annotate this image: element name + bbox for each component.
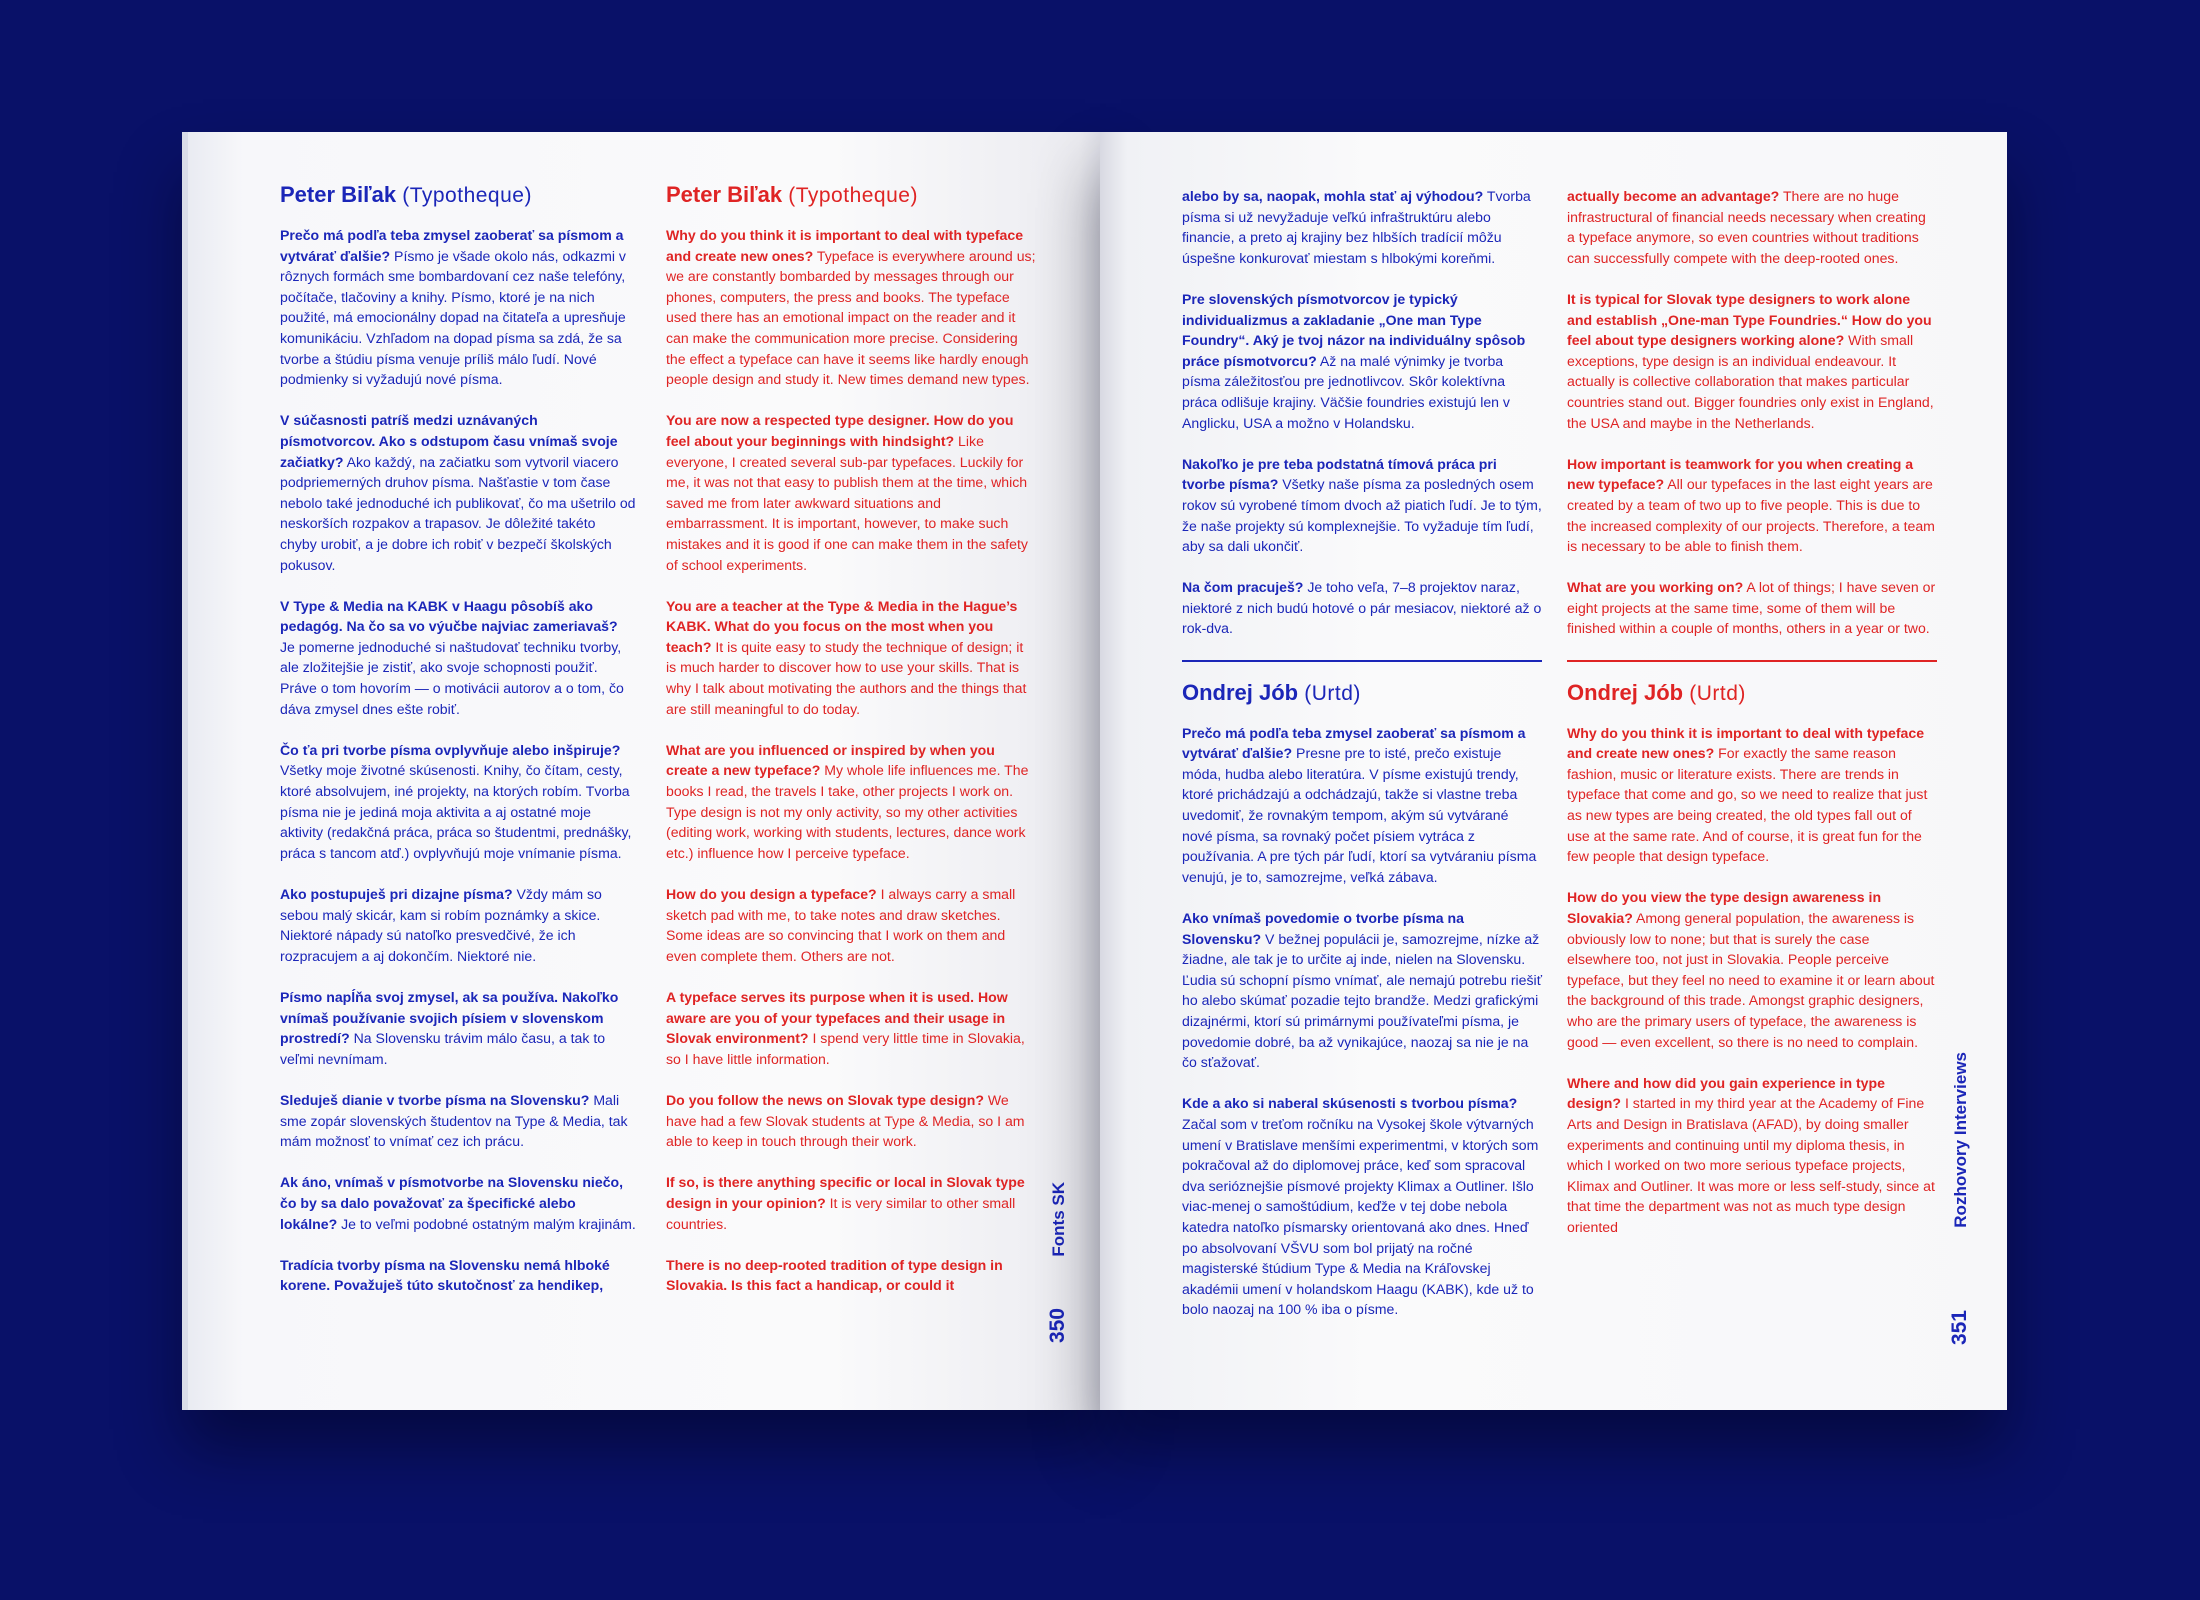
qa-paragraph [1567,723,1937,867]
answer-text: All our typefaces in the last eight years are created by a team of two up to five people. This is due to the increased complexity of our projects. Therefore, a team is necessary to be able to finish them. [1567,476,1935,555]
qa-paragraph [666,1255,1036,1296]
question-text: alebo by sa, naopak, mohla stať aj výhodou? [1182,188,1484,204]
qa-paragraph [1567,1073,1937,1238]
question-text: Why do you think it is important to deal with typeface and create new ones? [666,227,1024,264]
answer-text: Ako každý, na začiatku som vytvoril viacero podpriemerných druhov písma. Našťastie v tom čase nebolo také jednoduché ich publikovať, čo ma ušetrilo od neskorších rozpakov a trapasov. Je dôležité takéto chyby urobiť, a je dobre ich robiť v bezpečí školských pokusov. [280,453,636,573]
answer-text: Presne pre to isté, prečo existuje móda, hudba alebo literatúra. V písme existujú trendy, ktoré prichádzajú a odchádzajú, takže si vlastne treba uvedomiť, že rovnakým tempom, akým sú vytvárané nové písma, sa rovnaký počet písiem vytráca z používania. A pre tých pár ľudí, ktorí sa vytváraniu písma venujú, je to, samozrejme, veľká zábava. [1182,745,1537,885]
qa-list [1182,723,1542,1320]
answer-text: Všetky moje životné skúsenosti. Knihy, čo čítam, cesty, ktoré absolvujem, iné projekty, na ktorých robím. Tvorba písma nie je jediná moja aktivita a aj ostatné moje aktivity (redakčná práca, práca so študentmi, prednášky, práca s tancom atď.) ovplyvňujú moje vnímanie písma. [280,762,632,861]
answer-text: I spend very little time in Slovakia, so I have little information. [666,1030,1025,1067]
left-page [182,132,1106,1410]
left-page-slovak-column [280,180,636,1316]
question-text: V Type & Media na KABK v Haagu pôsobíš ako pedagóg. Na čo sa vo výučbe najviac zameriavaš? [280,597,618,635]
interviewee-agency: (Typotheque) [402,184,532,207]
answer-text: Je to veľmi podobné ostatným malým krajinám. [341,1215,636,1232]
qa-paragraph [1182,577,1542,639]
qa-paragraph [1182,1093,1542,1320]
qa-list [1567,186,1937,639]
running-label: Fonts SK [1049,1182,1068,1257]
right-page [1100,132,2007,1410]
answer-text: I always carry a small sketch pad with me, to take notes and draw sketches. Some ideas are so convincing that I work on them and even complete them. Others are not. [666,886,1016,964]
section-divider [1182,660,1542,662]
question-text: How important is teamwork for you when creating a new typeface? [1567,455,1914,493]
qa-paragraph [666,596,1036,720]
question-text: Prečo má podľa teba zmysel zaoberať sa písmom a vytvárať ďalšie? [1182,724,1526,762]
qa-paragraph [666,740,1036,864]
qa-paragraph [1182,908,1542,1073]
qa-paragraph [666,987,1036,1069]
qa-paragraph [280,596,636,720]
qa-paragraph [1182,454,1542,557]
qa-paragraph [1567,887,1937,1052]
answer-text: Všetky naše písma za posledných osem rokov sú vyrobené tímom dvoch až piatich ľudí. Je to tým, že naše projekty sú komplexnejšie. To vyžaduje tím ľudí, aby sa dali ukončiť. [1182,476,1542,555]
answer-text: There are no huge infrastructural of financial needs necessary when creating a typeface anymore, so even countries without traditions can successfully compete with the deep-rooted ones. [1567,188,1926,266]
question-text: There is no deep-rooted tradition of type design in Slovakia. Is this fact a handicap, or could it [666,1256,1003,1294]
question-text: actually become an advantage? [1567,188,1780,204]
qa-paragraph [1567,577,1937,639]
qa-paragraph [1182,186,1542,268]
answer-text: With small exceptions, type design is an individual endeavour. It actually is collective collaboration that makes particular countries stand out. Bigger foundries only exist in England, the USA and maybe in the Netherlands. [1567,332,1934,431]
answer-text: Na Slovensku trávim málo času, a tak to veľmi nevnímam. [280,1030,606,1067]
right-page-slovak-column [1182,186,1542,1340]
question-text: It is typical for Slovak type designers to work alone and establish „One-man Type Foundries.“ How do you feel about type designers working alone? [1567,290,1932,349]
qa-paragraph [280,225,636,390]
page-number: 350 [1046,1308,1069,1344]
question-text: Nakoľko je pre teba podstatná tímová práca pri tvorbe písma? [1182,455,1497,493]
answer-text: Mali sme zopár slovenských študentov na Type & Media, tak mám možnosť to vnímať cez ich prácu. [280,1091,628,1150]
question-text: Where and how did you gain experience in type design? [1567,1074,1885,1112]
answer-text: We have had a few Slovak students at Type & Media, so I am able to keep in touch through their work. [666,1091,1025,1150]
interviewee-heading [280,180,636,211]
qa-list [1182,186,1542,639]
qa-paragraph [280,987,636,1069]
interviewee-name: Peter Biľak [280,182,397,207]
answer-text: V bežnej populácii je, samozrejme, nízke až žiadne, ale tak je to určite aj inde, nielen na Slovensku. Ľudia sú schopní písmo vnímať, ale nemajú potrebu riešiť ho alebo skúmať pozadie tejto brandže. Medzi grafickými dizajnérmi, ktorí sú primárnymi používateľmi písma, je povedomie dobré, ba až vynikajúce, naozaj sa nie je na čo sťažovať. [1182,930,1542,1071]
interviewee-agency: (Typotheque) [788,184,918,207]
question-text: Písmo napĺňa svoj zmysel, ak sa používa. Nakoľko vnímaš používanie svojich písiem v slovenskom prostredí? [280,988,619,1047]
qa-paragraph [1567,186,1937,268]
question-text: Tradícia tvorby písma na Slovensku nemá hlboké korene. Považuješ túto skutočnosť za hendikep, [280,1256,610,1294]
question-text: Sleduješ dianie v tvorbe písma na Slovensku? [280,1091,590,1108]
qa-paragraph [1182,289,1542,433]
question-text: V súčasnosti patríš medzi uznávaných písmotvorcov. Ako s odstupom času vnímaš svoje začiatky? [280,412,618,470]
qa-list [280,225,636,1296]
running-label: Rozhovory Interviews [1951,1052,1970,1228]
question-text: You are now a respected type designer. How do you feel about your beginnings with hindsight? [666,412,1014,449]
question-text: You are a teacher at the Type & Media in the Hague’s KABK. What do you focus on the most when you teach? [666,597,1018,655]
question-text: Kde a ako si naberal skúsenosti s tvorbou písma? [1182,1095,1518,1112]
qa-paragraph [280,1255,636,1296]
qa-paragraph [280,884,636,966]
question-text: Čo ťa pri tvorbe písma ovplyvňuje alebo inšpiruje? [280,741,621,758]
answer-text: Typeface is everywhere around us; we are constantly bombarded by messages through our phones, computers, the press and books. The typeface used there has an emotional impact on the reader and it can make the communication more precise. Considering the effect a typeface can have it seems like hardly enough people design and study it. New times demand new types. [666,247,1036,388]
qa-paragraph [666,1172,1036,1234]
interviewee-heading [1182,678,1542,709]
question-text: How do you view the type design awareness in Slovakia? [1567,889,1882,926]
answer-text: Vždy mám so sebou malý skicár, kam si robím poznámky a skice. Niektoré nápady sú natoľko presvedčivé, že ich rozpracujem a aj dokončím. Niektoré nie. [280,886,602,964]
question-text: Do you follow the news on Slovak type design? [666,1091,984,1108]
qa-paragraph [280,410,636,575]
question-text: What are you influenced or inspired by when you create a new typeface? [666,741,995,779]
answer-text: Among general population, the awareness is obviously low to none; but that is surely the case elsewhere too, not just in Slovakia. People perceive typeface, but they feel no need to examine it or learn about the background of this trade. Amongst graphic designers, who are the primary users of typeface, the awareness is good — even excellent, so there is no need to complain. [1567,910,1935,1050]
interviewee-agency: (Urtd) [1689,681,1746,705]
question-text: Why do you think it is important to deal with typeface and create new ones? [1567,724,1925,762]
question-text: Ak áno, vnímaš v písmotvorbe na Slovensku niečo, čo by sa dalo považovať za špecifické alebo lokálne? [280,1174,624,1232]
interviewee-name: Peter Biľak [666,182,783,207]
qa-paragraph [1182,723,1542,888]
interviewee-agency: (Urtd) [1304,681,1361,705]
question-text: Pre slovenských písmotvorcov je typický individualizmus a zakladanie „One man Type Foundry“. Aký je tvoj názor na individuálny spôsob práce písmotvorcu? [1182,290,1526,369]
right-page-english-column [1567,186,1937,1258]
qa-paragraph [280,1172,636,1234]
question-text: A typeface serves its purpose when it is used. How aware are you of your typefaces and their usage in Slovak environment? [666,988,1008,1047]
question-text: If so, is there anything specific or local in Slovak type design in your opinion? [666,1174,1025,1211]
answer-text: Tvorba písma si už nevyžaduje veľkú infraštruktúru alebo financie, a preto aj krajiny bez hlbších tradícií môžu úspešne konkurovať miestam s hlbokými koreňmi. [1182,188,1531,266]
left-page-english-column [666,180,1036,1316]
answer-text: My whole life influences me. The books I read, the travels I take, other projects I work on. Type design is not my only activity, so my other activities (editing work, working with students, lectures, dance work etc.) influence how I perceive typeface. [666,762,1029,861]
qa-paragraph [280,740,636,864]
question-text: What are you working on? [1567,579,1744,596]
interviewee-heading [1567,678,1937,709]
answer-text: A lot of things; I have seven or eight projects at the same time, some of them will be finished within a couple of months, others in a year or two. [1567,579,1936,637]
qa-paragraph [1567,454,1937,557]
question-text: Prečo má podľa teba zmysel zaoberať sa písmom a vytvárať ďalšie? [280,227,624,264]
answer-text: Je toho veľa, 7–8 projektov naraz, niektoré z nich budú hotové o pár mesiacov, niektoré až o rok-dva. [1182,579,1542,637]
qa-paragraph [1567,289,1937,433]
interviewee-name: Ondrej Jób [1182,679,1299,705]
qa-list [666,225,1036,1296]
qa-list [1567,723,1937,1238]
answer-text: For exactly the same reason fashion, music or literature exists. There are trends in typeface that come and go, so we need to realize that just as new types are being created, the old types fall out of use at the same rate. And of course, it is great fun for the few people that design typeface. [1567,745,1928,865]
interviewee-heading [666,180,1036,211]
qa-paragraph [666,225,1036,390]
qa-paragraph [280,1090,636,1152]
qa-paragraph [666,1090,1036,1152]
question-text: How do you design a typeface? [666,886,877,902]
answer-text: I started in my third year at the Academy of Fine Arts and Design in Bratislava (AFAD), by doing smaller experiments and continuing until my diploma thesis, in which I worked on two more serious typeface projects, Klimax and Outliner. It was more or less self-study, since at that time the department was not as much type design oriented [1567,1095,1935,1235]
qa-paragraph [666,410,1036,575]
section-divider [1567,660,1937,662]
answer-text: Like everyone, I created several sub-par typefaces. Luckily for me, it was not that easy to publish them at the time, which saved me from later awkward situations and embarrassment. It is important, however, to make such mistakes and it is good if one can make them in the safety of school experiments. [666,432,1028,573]
question-text: Ako postupuješ pri dizajne písma? [280,886,513,902]
answer-text: Je pomerne jednoduché si naštudovať techniku tvorby, ale zložitejšie je zistiť, ako svoje schopnosti použiť. Práve o tom hovorím — o motivácii autorov a o tom, čo dáva zmysel dnes ešte robiť. [280,638,624,717]
interviewee-name: Ondrej Jób [1567,679,1684,705]
qa-paragraph [666,884,1036,966]
answer-text: Až na malé výnimky je tvorba písma záležitosťou pre jednotlivcov. Skôr kolektívna práca odlišuje krajiny. Väčšie foundries existujú len v Anglicku, USA a možno v Holandsku. [1182,352,1510,431]
question-text: Na čom pracuješ? [1182,579,1304,596]
question-text: Ako vnímaš povedomie o tvorbe písma na Slovensku? [1182,910,1464,947]
answer-text: It is very similar to other small countries. [666,1194,1016,1232]
page-number: 351 [1948,1310,1971,1346]
answer-text: Písmo je všade okolo nás, odkazmi v rôznych formách sme bombardovaní cez naše telefóny, počítače, tlačoviny a knihy. Písmo, ktoré je na nich použité, má emocionálny dopad na čitateľa a upresňuje komunikáciu. Vzhľadom na dopad písma sa zdá, že sa tvorbe a štúdiu písma venuje príliš málo ľudí. Nové podmienky si vyžadujú nové písma. [280,247,626,388]
answer-text: Začal som v treťom ročníku na Vysokej škole výtvarných umení v Bratislave menšími experimentmi, v ktorých som pokračoval až do diplomovej práce, keď som spracoval dva serióznejšie písmové projekty Klimax a Outliner. Išlo viac-menej o samoštúdium, keďže v tej dobe nebola katedra natoľko písmarsky orientovaná ako dnes. Hneď po absolvovaní VŠVU som bol prijatý na ročné magisterské štúdium Type & Media na Kráľovskej akadémii umení v holandskom Haagu (KABK), kde už to bolo naozaj na 100 % iba o písme. [1182,1115,1539,1318]
answer-text: It is quite easy to study the technique of design; it is much harder to discover how to use your skills. That is why I talk about motivating the authors and the things that are still meaningful to do today. [666,638,1027,717]
